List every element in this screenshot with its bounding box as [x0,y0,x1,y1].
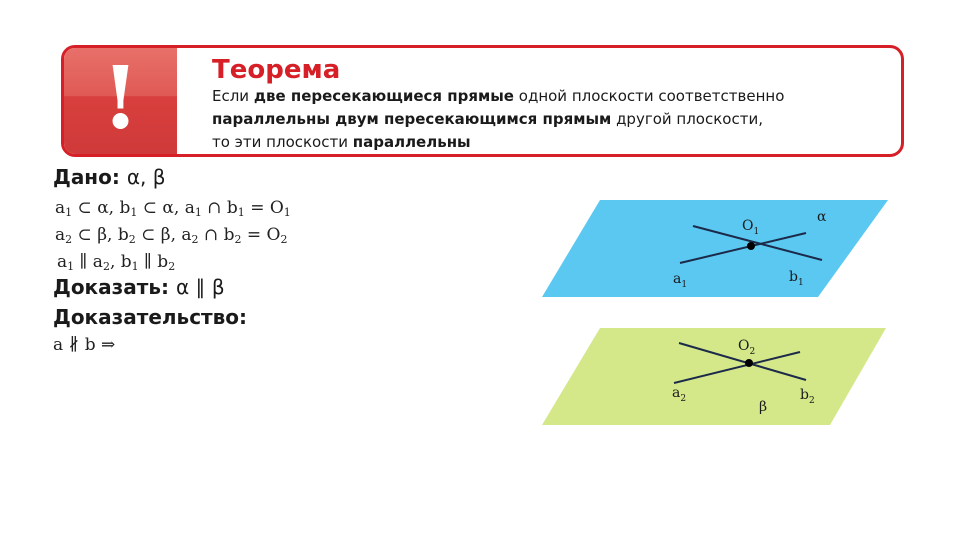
theorem-box [61,45,904,157]
label-b1: $b_1$ [789,269,804,288]
label-beta: β [759,399,768,415]
proof-heading: Доказательство: [53,305,248,329]
label-b2: $b_2$ [800,387,815,406]
label-a2: $a_2$ [672,385,687,404]
point-o1 [747,242,755,250]
planes-diagram [530,190,900,440]
label-alpha: α [817,209,827,225]
proof-first-line: a ∦ b ⇒ [53,335,116,355]
label-a1: $a_1$ [673,271,688,290]
theorem-line-2: параллельны двум пересекающимся прямым другой плоскости, [212,110,763,128]
prove-value: α ∥ β [175,275,225,299]
theorem-line-3: то эти плоскости параллельны [212,133,471,151]
exclamation-icon: ! [101,48,140,149]
theorem-line-1: Если две пересекающиеся прямые одной плоскости соответственно [212,87,785,105]
label-o1: $O_1$ [742,218,760,237]
plane-beta [542,328,886,425]
exclamation-panel [64,48,177,154]
theorem-statement [212,85,872,154]
given-condition-2: $a_2$ ⊂ β, $b_2$ ⊂ β, $a_2$ ∩ $b_2 = O_2$ [55,225,288,246]
label-o2: $O_2$ [738,338,756,357]
given-condition-1: $a_1$ ⊂ α, $b_1$ ⊂ α, $a_1$ ∩ $b_1 = O_1$ [55,198,291,219]
given-condition-3: $a_1$ ∥ $a_2$, $b_1$ ∥ $b_2$ [57,252,176,273]
point-o2 [745,359,753,367]
given-heading [53,165,166,189]
given-value: α, β [126,165,166,189]
theorem-title: Теорема [212,55,341,85]
prove-label: Доказать: [53,275,169,299]
prove-heading [53,275,225,299]
plane-alpha [542,200,888,297]
given-label: Дано: [53,165,120,189]
